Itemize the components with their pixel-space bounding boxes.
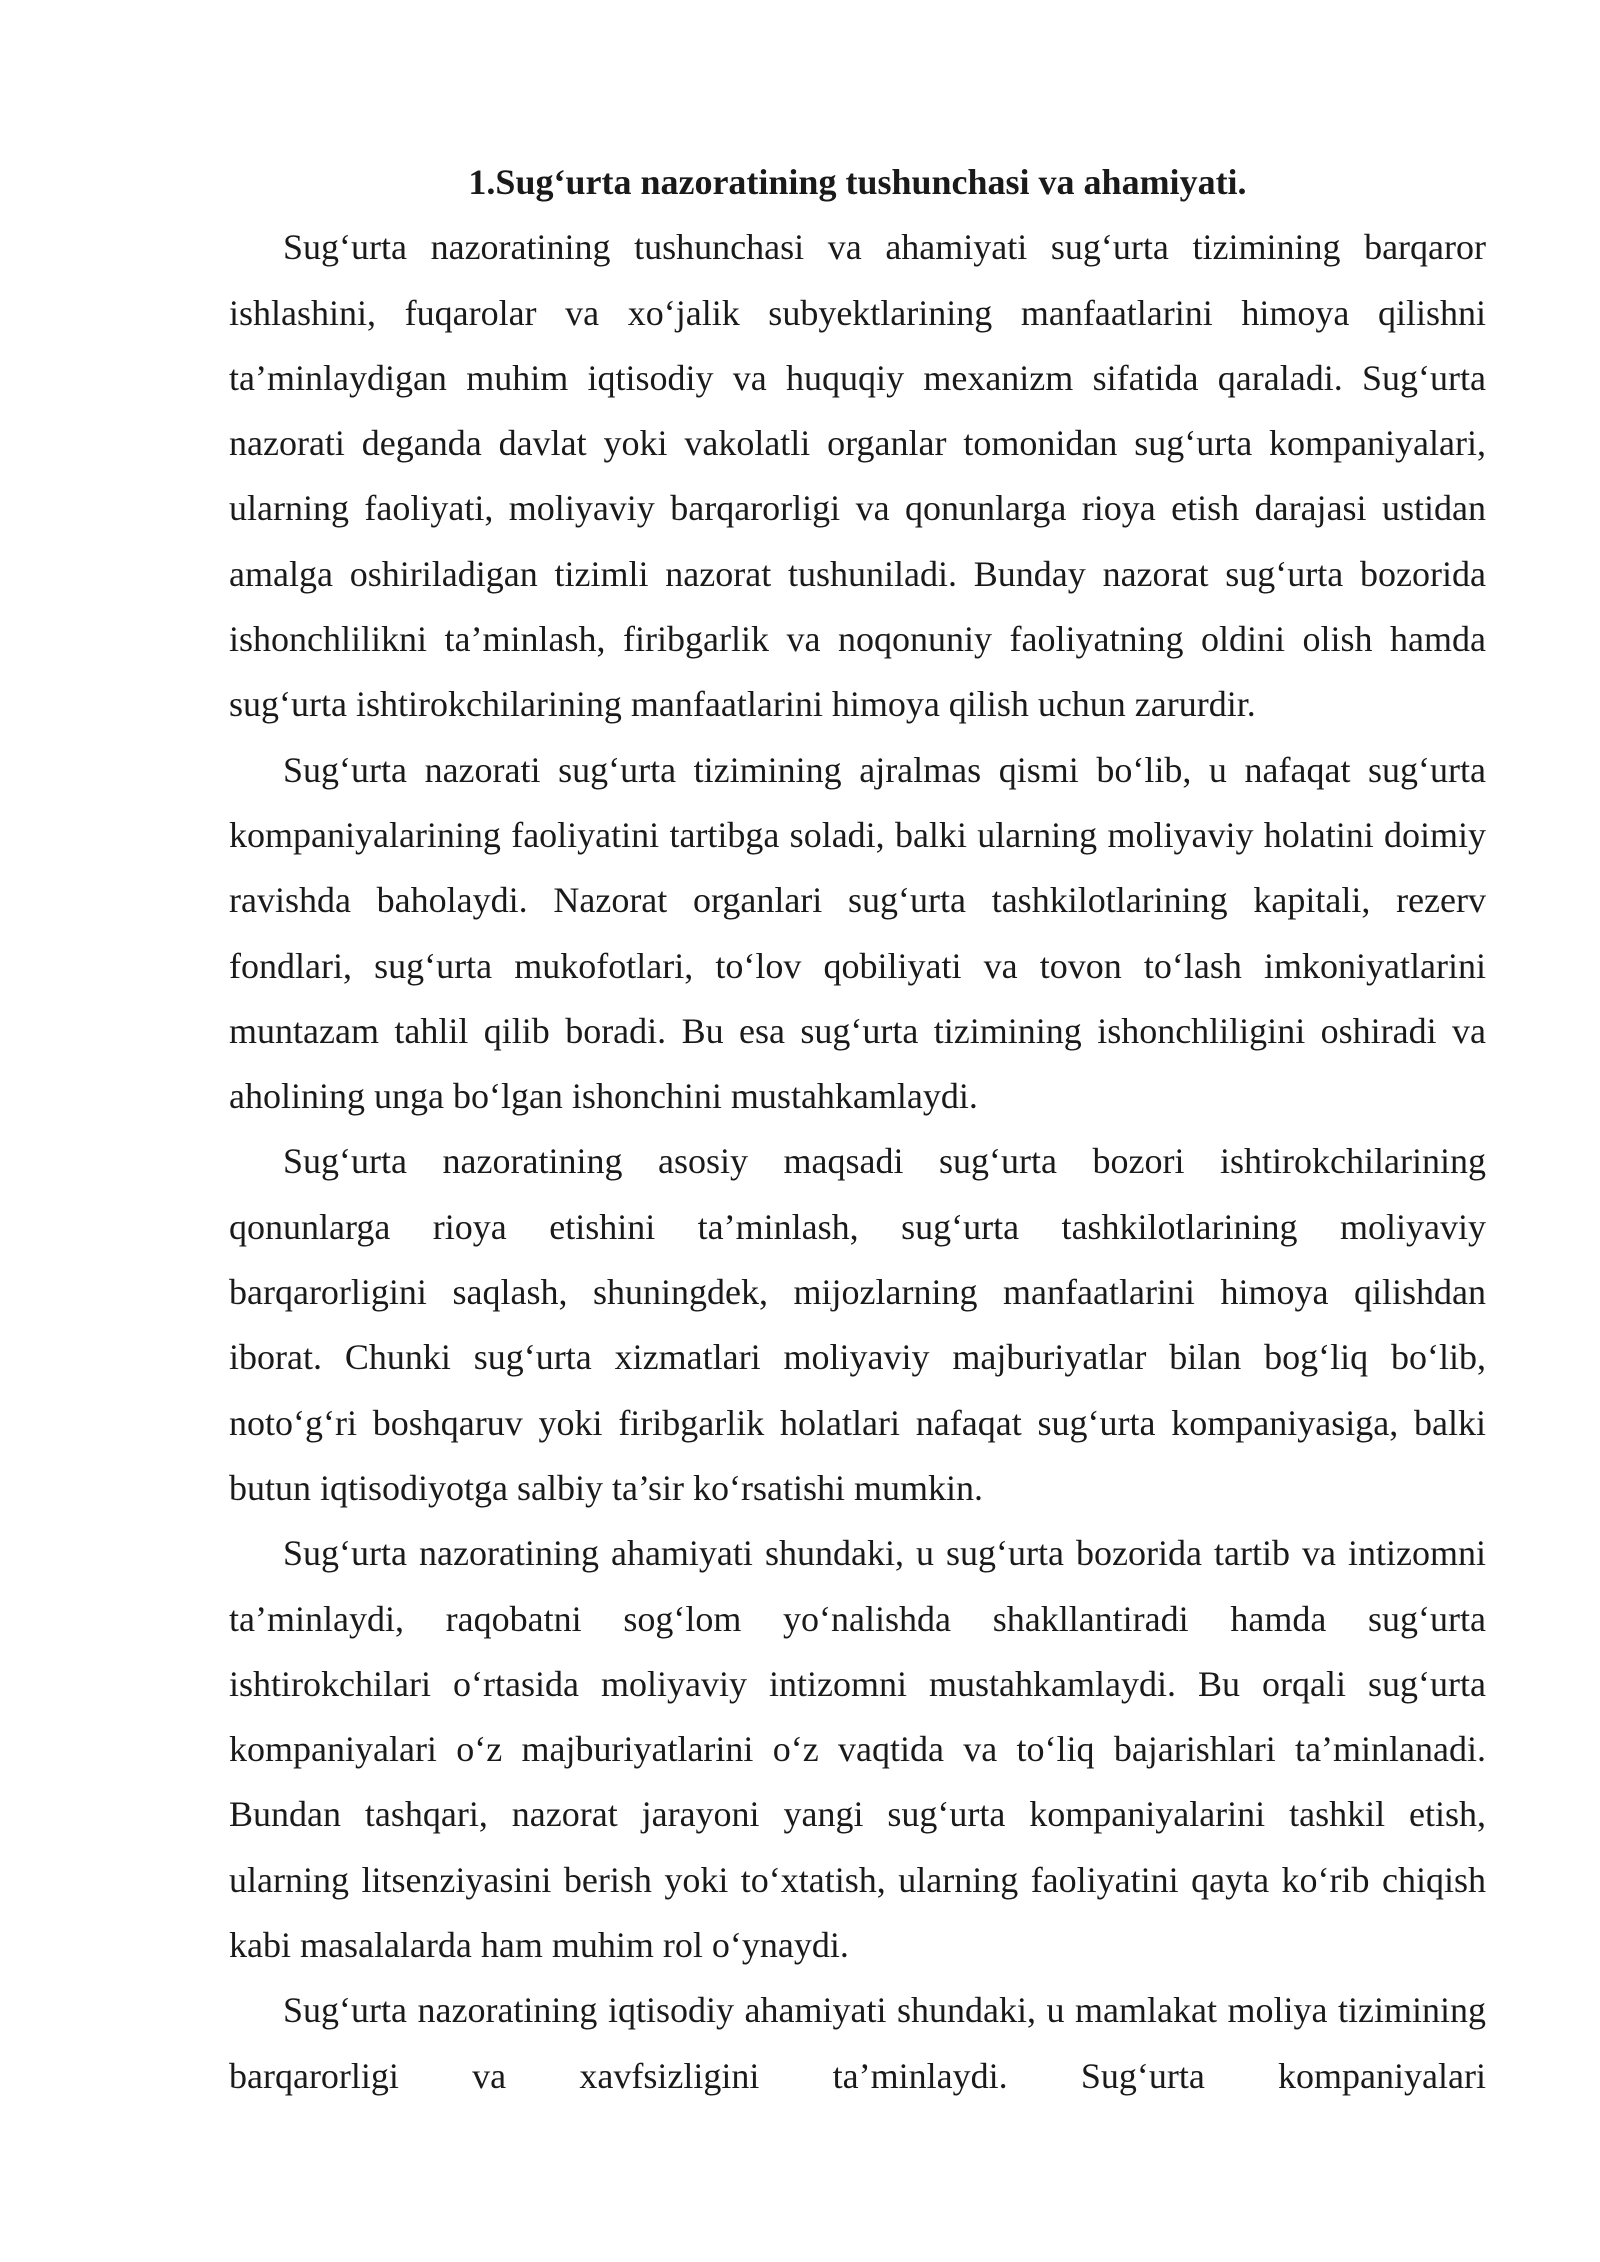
document-body bbox=[229, 150, 1486, 2109]
paragraph-2: Sug‘urta nazorati sug‘urta tizimining ajralmas qismi bo‘lib, u nafaqat sug‘urta kompaniyalarining faoliyatini tartibga soladi, balki ularning moliyaviy holatini doimiy ravishda baholaydi. Nazorat organlari sug‘urta tashkilotlarining kapitali, rezerv fondlari, sug‘urta mukofotlari, to‘lov qobiliyati va tovon to‘lash imkoniyatlarini muntazam tahlil qilib boradi. Bu esa sug‘urta tizimining ishonchliligini oshiradi va aholining unga bo‘lgan ishonchini mustahkamlaydi. bbox=[229, 749, 1486, 1117]
paragraph-3: Sug‘urta nazoratining asosiy maqsadi sug‘urta bozori ishtirokchilarining qonunlarga rioya etishini ta’minlash, sug‘urta tashkilotlarining moliyaviy barqarorligini saqlash, shuningdek, mijozlarning manfaatlarini himoya qilishdan iborat. Chunki sug‘urta xizmatlari moliyaviy majburiyatlar bilan bog‘liq bo‘lib, noto‘g‘ri boshqaruv yoki firibgarlik holatlari nafaqat sug‘urta kompaniyasiga, balki butun iqtisodiyotga salbiy ta’sir ko‘rsatishi mumkin. bbox=[229, 1141, 1486, 1508]
paragraph-1: Sug‘urta nazoratining tushunchasi va ahamiyati sug‘urta tizimining barqaror ishlashini, fuqarolar va xo‘jalik subyektlarining manfaatlarini himoya qilishni ta’minlaydigan muhim iqtisodiy va huquqiy mexanizm sifatida qaraladi. Sug‘urta nazorati deganda davlat yoki vakolatli organlar tomonidan sug‘urta kompaniyalari, ularning faoliyati, moliyaviy barqarorligi va qonunlarga rioya etish darajasi ustidan amalga oshiriladigan tizimli nazorat tushuniladi. Bunday nazorat sug‘urta bozorida ishonchlilikni ta’minlash, firibgarlik va noqonuniy faoliyatning oldini olish hamda sug‘urta ishtirokchilarining manfaatlarini himoya qilish uchun zarurdir. bbox=[229, 227, 1486, 725]
section-title: 1.Sug‘urta nazoratining tushunchasi va ahamiyati. bbox=[468, 162, 1247, 202]
paragraph-5: Sug‘urta nazoratining iqtisodiy ahamiyati shundaki, u mamlakat moliya tizimining barqarorligi va xavfsizligini ta’minlaydi. Sug‘urta kompaniyalari bbox=[229, 1990, 1486, 2096]
paragraph-4: Sug‘urta nazoratining ahamiyati shundaki, u sug‘urta bozorida tartib va intizomni ta’minlaydi, raqobatni sog‘lom yo‘nalishda shakllantiradi hamda sug‘urta ishtirokchilari o‘rtasida moliyaviy intizomni mustahkamlaydi. Bu orqali sug‘urta kompaniyalari o‘z majburiyatlarini o‘z vaqtida va to‘liq bajarishlari ta’minlanadi. Bundan tashqari, nazorat jarayoni yangi sug‘urta kompaniyalarini tashkil etish, ularning litsenziyasini berish yoki to‘xtatish, ularning faoliyatini qayta ko‘rib chiqish kabi masalalarda ham muhim rol o‘ynaydi. bbox=[229, 1533, 1486, 1966]
